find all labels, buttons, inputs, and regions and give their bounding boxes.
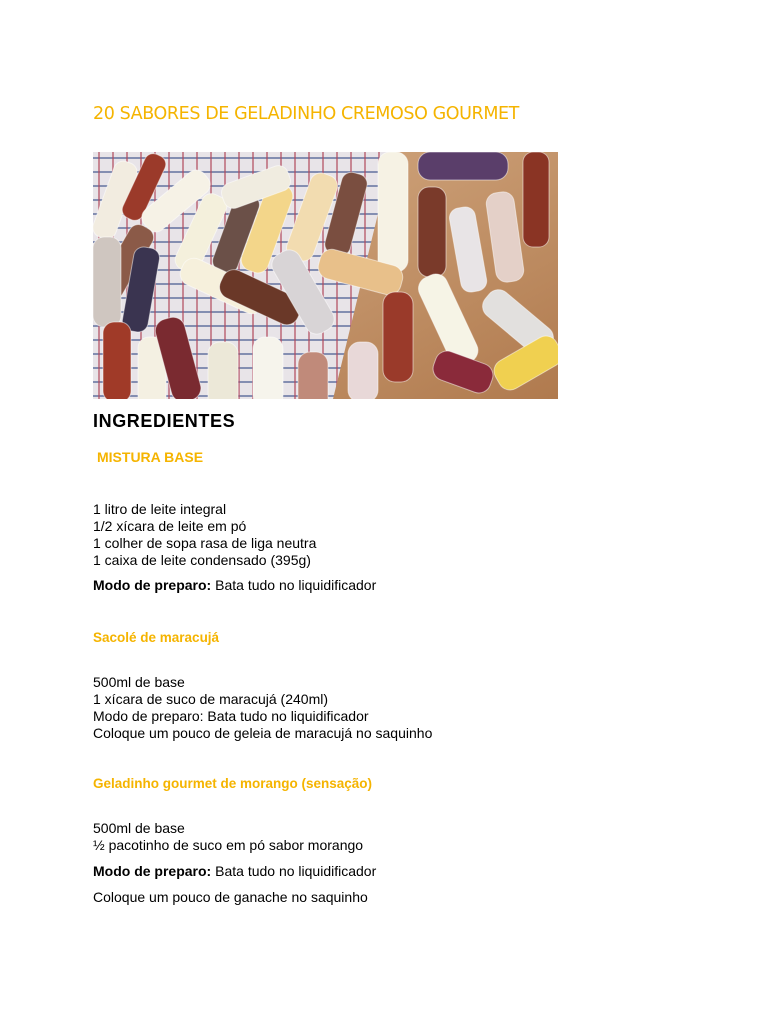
list-item: ½ pacotinho de suco em pó sabor morango [93,837,364,853]
base-ingredient-list [93,501,316,569]
morango-ingredient-list [93,820,363,854]
ingredients-heading: INGREDIENTES [93,411,236,431]
list-item: 1 litro de leite integral [93,501,227,517]
morango-note: Coloque um pouco de ganache no saquinho [93,889,368,905]
list-item: 500ml de base [93,674,185,690]
list-item: Coloque um pouco de geleia de maracujá no saquinho [93,725,433,741]
list-item: 1 colher de sopa rasa de liga neutra [93,535,317,551]
morango-heading: Geladinho gourmet de morango (sensação) [93,776,373,791]
geladinho-photo [93,152,558,399]
list-item: 500ml de base [93,820,185,836]
morango-preparation [93,863,376,879]
maracuja-ingredient-list [93,674,432,742]
prep-text: Bata tudo no liquidificador [211,577,377,593]
prep-label: Modo de preparo: [93,577,212,593]
maracuja-heading: Sacolé de maracujá [93,630,220,645]
list-item: 1 caixa de leite condensado (395g) [93,552,311,568]
prep-text: Bata tudo no liquidificador [211,863,377,879]
document-title: 20 SABORES DE GELADINHO CREMOSO GOURMET [93,104,519,124]
base-mix-heading: MISTURA BASE [97,449,204,465]
list-item: 1 xícara de suco de maracujá (240ml) [93,691,328,707]
list-item: 1/2 xícara de leite em pó [93,518,247,534]
list-item: Modo de preparo: Bata tudo no liquidificador [93,708,369,724]
base-preparation [93,577,376,593]
prep-label: Modo de preparo: [93,863,212,879]
